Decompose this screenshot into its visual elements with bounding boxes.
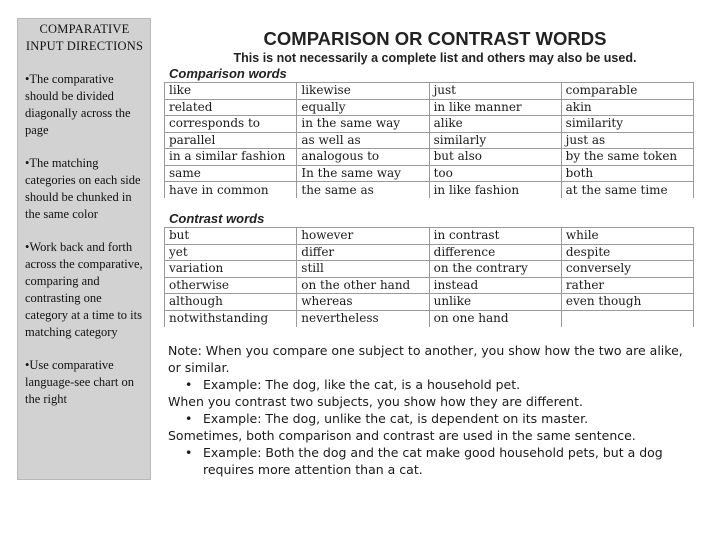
table-row — [165, 310, 694, 327]
table-cell: comparable — [561, 83, 693, 100]
table-row — [165, 99, 694, 116]
directions-panel — [17, 18, 151, 480]
table-cell: nevertheless — [297, 310, 429, 327]
table-cell: while — [561, 228, 693, 245]
table-row — [165, 294, 694, 311]
table-cell: In the same way — [297, 165, 429, 182]
table-cell: instead — [429, 277, 561, 294]
example-list — [168, 410, 698, 427]
table-cell: rather — [561, 277, 693, 294]
example-item — [168, 410, 698, 427]
table-cell: although — [165, 294, 297, 311]
table-cell: difference — [429, 244, 561, 261]
table-cell: despite — [561, 244, 693, 261]
table-cell: on the other hand — [297, 277, 429, 294]
page-title: COMPARISON OR CONTRAST WORDS — [263, 28, 607, 49]
directions-bullet: •Work back and forth across the comparative, comparing and contrasting one category at a time to its matching category — [25, 240, 143, 339]
table-row — [165, 277, 694, 294]
bullet-icon: • — [185, 377, 193, 392]
table-cell: whereas — [297, 294, 429, 311]
table-cell: have in common — [165, 182, 297, 199]
table-cell: in like manner — [429, 99, 561, 116]
table-cell: likewise — [297, 83, 429, 100]
table-cell: unlike — [429, 294, 561, 311]
table-cell: related — [165, 99, 297, 116]
page-subtitle: This is not necessarily a complete list and others may also be used. — [233, 51, 637, 65]
table-cell: parallel — [165, 132, 297, 149]
table-row — [165, 228, 694, 245]
table-cell: variation — [165, 261, 297, 278]
table-cell: on one hand — [429, 310, 561, 327]
example-text: Example: Both the dog and the cat make good household pets, but a dog requires more attention than a cat. — [203, 445, 663, 477]
table-cell: similarity — [561, 116, 693, 133]
table-cell: just — [429, 83, 561, 100]
table-cell: but also — [429, 149, 561, 166]
table-cell — [561, 310, 693, 327]
table-cell: equally — [297, 99, 429, 116]
directions-title: COMPARATIVE INPUT DIRECTIONS — [25, 22, 144, 53]
table-cell: corresponds to — [165, 116, 297, 133]
example-list — [168, 376, 698, 393]
table-cell: otherwise — [165, 277, 297, 294]
table-row — [165, 116, 694, 133]
contrast-heading: Contrast words — [169, 211, 265, 226]
table-cell: conversely — [561, 261, 693, 278]
usage-note — [168, 342, 698, 478]
table-cell: at the same time — [561, 182, 693, 199]
comparison-table — [164, 82, 694, 198]
bullet-icon: • — [185, 445, 193, 460]
table-row — [165, 261, 694, 278]
note-contrast-text: When you contrast two subjects, you show how they are different. — [168, 394, 583, 409]
table-cell: notwithstanding — [165, 310, 297, 327]
table-row — [165, 132, 694, 149]
table-cell: in contrast — [429, 228, 561, 245]
table-cell: by the same token — [561, 149, 693, 166]
table-row — [165, 182, 694, 199]
example-item — [168, 444, 698, 478]
table-cell: still — [297, 261, 429, 278]
table-cell: in the same way — [297, 116, 429, 133]
table-cell: even though — [561, 294, 693, 311]
table-cell: the same as — [297, 182, 429, 199]
directions-bullet: •The matching categories on each side should be chunked in the same color — [25, 156, 141, 221]
table-cell: just as — [561, 132, 693, 149]
comparison-heading: Comparison words — [169, 66, 287, 81]
table-cell: in a similar fashion — [165, 149, 297, 166]
table-cell: differ — [297, 244, 429, 261]
directions-bullet: •Use comparative language-see chart on the right — [25, 358, 134, 406]
directions-bullet: •The comparative should be divided diagonally across the page — [25, 72, 131, 137]
table-cell: however — [297, 228, 429, 245]
table-cell: similarly — [429, 132, 561, 149]
table-cell: akin — [561, 99, 693, 116]
example-list — [168, 444, 698, 478]
note-compare-text: Note: When you compare one subject to another, you show how the two are alike, or similar. — [168, 343, 683, 375]
example-text: Example: The dog, unlike the cat, is dependent on its master. — [203, 411, 589, 426]
bullet-icon: • — [185, 411, 193, 426]
table-cell: analogous to — [297, 149, 429, 166]
note-both-text: Sometimes, both comparison and contrast are used in the same sentence. — [168, 428, 636, 443]
table-cell: yet — [165, 244, 297, 261]
table-cell: but — [165, 228, 297, 245]
table-cell: too — [429, 165, 561, 182]
table-row — [165, 244, 694, 261]
table-cell: as well as — [297, 132, 429, 149]
table-row — [165, 165, 694, 182]
table-cell: in like fashion — [429, 182, 561, 199]
table-row — [165, 149, 694, 166]
table-cell: both — [561, 165, 693, 182]
table-cell: alike — [429, 116, 561, 133]
table-cell: same — [165, 165, 297, 182]
contrast-table — [164, 227, 694, 327]
example-text: Example: The dog, like the cat, is a household pet. — [203, 377, 521, 392]
example-item — [168, 376, 698, 393]
table-cell: like — [165, 83, 297, 100]
table-row — [165, 83, 694, 100]
table-cell: on the contrary — [429, 261, 561, 278]
